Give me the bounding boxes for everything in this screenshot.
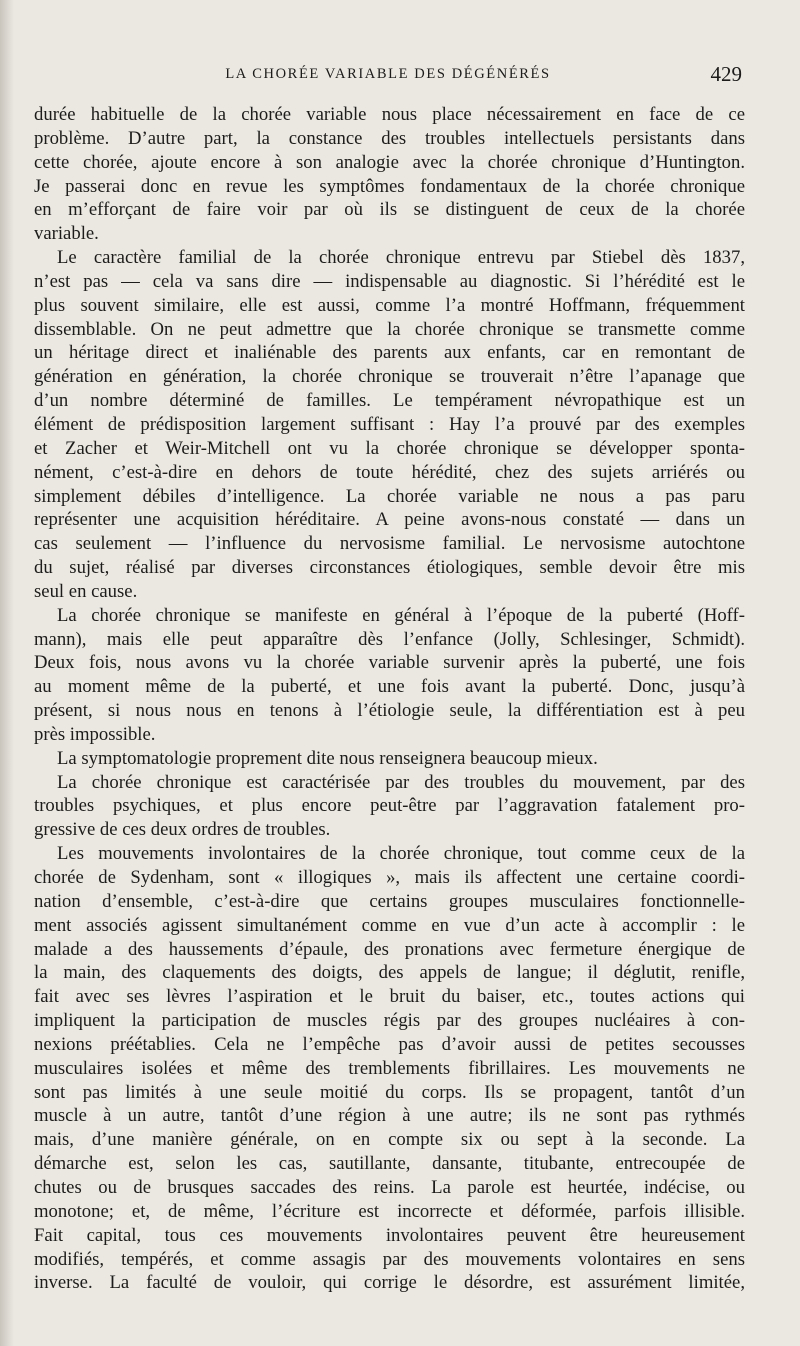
text-line: Fait capital, tous ces mouvements involontaires peuvent être heureusement <box>34 1224 745 1246</box>
body-text <box>34 103 745 1295</box>
text-line: sont pas limités à une seule moitié du corps. Ils se propagent, tantôt d’un <box>34 1081 745 1103</box>
text-line: Les mouvements involontaires de la chorée chronique, tout comme ceux de la <box>57 843 745 865</box>
text-line: troubles psychiques, et plus encore peut-être par l’aggravation fatalement pro- <box>34 795 745 817</box>
page-number: 429 <box>710 62 742 86</box>
text-line: représenter une acquisition héréditaire. A peine avons-nous constaté — dans un <box>34 509 745 531</box>
text-line: variable. <box>34 223 99 245</box>
text-line: fait avec ses lèvres l’aspiration et le bruit du baiser, etc., toutes actions qui <box>34 986 745 1008</box>
text-line: seul en cause. <box>34 580 138 602</box>
text-line: dissemblable. On ne peut admettre que la chorée chronique se transmette comme <box>34 318 745 340</box>
text-line: n’est pas — cela va sans dire — indispensable au diagnostic. Si l’hérédité est le <box>34 270 745 292</box>
text-line: un héritage direct et inaliénable des parents aux enfants, car en remontant de <box>34 342 745 364</box>
text-line: d’un nombre déterminé de familles. Le tempérament névropathique est un <box>34 390 745 412</box>
text-line: du sujet, réalisé par diverses circonstances étiologiques, semble devoir être mis <box>34 557 745 579</box>
text-line: gressive de ces deux ordres de troubles. <box>34 819 331 841</box>
text-line: modifiés, tempérés, et comme assagis par des mouvements volontaires en sens <box>34 1248 745 1270</box>
text-line: nexions préétablies. Cela ne l’empêche pas d’avoir aussi de petites secousses <box>34 1033 745 1055</box>
text-line: génération en génération, la chorée chronique se trouverait n’être l’apanage que <box>34 366 745 388</box>
text-line: mais, d’une manière générale, on en compte six ou sept à la seconde. La <box>34 1129 745 1151</box>
text-line: cas seulement — l’influence du nervosisme familial. Le nervosisme autochtone <box>34 533 745 555</box>
text-line: durée habituelle de la chorée variable nous place nécessairement en face de ce <box>34 104 745 125</box>
text-line: chorée de Sydenham, sont « illogiques », mais ils affectent une certaine coordi- <box>34 867 745 888</box>
text-line: Deux fois, nous avons vu la chorée variable survenir après la puberté, une fois <box>34 652 745 674</box>
text-line: démarche est, selon les cas, sautillante, dansante, titubante, entrecoupée de <box>34 1153 745 1175</box>
text-line: en m’efforçant de faire voir par où ils se distinguent de ceux de la chorée <box>34 199 745 221</box>
text-line: muscle à un autre, tantôt d’une région à une autre; ils ne sont pas rythmés <box>34 1105 745 1127</box>
text-line: au moment même de la puberté, et une fois avant la puberté. Donc, jusqu’à <box>34 676 745 698</box>
text-line: La chorée chronique est caractérisée par des troubles du mouvement, par des <box>57 771 745 793</box>
text-line: et Zacher et Weir-Mitchell ont vu la chorée chronique se développer sponta- <box>34 437 745 459</box>
text-line: la main, des claquements des doigts, des appels de langue; il déglutit, renifle, <box>34 962 745 984</box>
text-line: plus souvent similaire, elle est aussi, comme l’a montré Hoffmann, fréquemment <box>34 294 745 316</box>
running-head <box>34 62 742 90</box>
text-line: présent, si nous nous en tenons à l’étiologie seule, la différentiation est à peu <box>34 700 745 722</box>
text-line: La chorée chronique se manifeste en général à l’époque de la puberté (Hoff- <box>57 604 745 626</box>
text-line: nément, c’est-à-dire en dehors de toute hérédité, chez des sujets arriérés ou <box>34 461 745 483</box>
running-title: LA CHORÉE VARIABLE DES DÉGÉNÉRÉS <box>225 66 551 82</box>
text-line: monotone; et, de même, l’écriture est incorrecte et déformée, parfois illisible. <box>34 1200 745 1222</box>
text-line: inverse. La faculté de vouloir, qui corrige le désordre, est assurément limitée, <box>34 1272 745 1294</box>
text-line: musculaires isolées et même des tremblements fibrillaires. Les mouvements ne <box>34 1057 745 1079</box>
text-line: La symptomatologie proprement dite nous renseignera beaucoup mieux. <box>57 747 598 769</box>
text-line: Le caractère familial de la chorée chronique entrevu par Stiebel dès 1837, <box>57 247 745 269</box>
text-line: près impossible. <box>34 723 156 745</box>
text-line: Je passerai donc en revue les symptômes fondamentaux de la chorée chronique <box>34 175 745 197</box>
binding-shadow <box>0 0 14 1346</box>
text-line: cette chorée, ajoute encore à son analogie avec la chorée chronique d’Huntington. <box>34 151 745 173</box>
text-line: malade a des haussements d’épaule, des pronations avec fermeture énergique de <box>34 938 745 960</box>
text-line: élément de prédisposition largement suffisant : Hay l’a prouvé par des exemples <box>34 413 745 435</box>
text-line: mann), mais elle peut apparaître dès l’enfance (Jolly, Schlesinger, Schmidt). <box>34 628 745 650</box>
text-line: impliquent la participation de muscles régis par des groupes nucléaires à con- <box>34 1010 745 1032</box>
text-line: problème. D’autre part, la constance des troubles intellectuels persistants dans <box>34 127 745 149</box>
text-line: simplement débiles d’intelligence. La chorée variable ne nous a pas paru <box>34 485 745 507</box>
text-line: nation d’ensemble, c’est-à-dire que certains groupes musculaires fonctionnelle- <box>34 890 745 912</box>
text-line: ment associés agissent simultanément comme en vue d’un acte à accomplir : le <box>34 914 745 936</box>
text-line: chutes ou de brusques saccades des reins. La parole est heurtée, indécise, ou <box>34 1176 745 1198</box>
